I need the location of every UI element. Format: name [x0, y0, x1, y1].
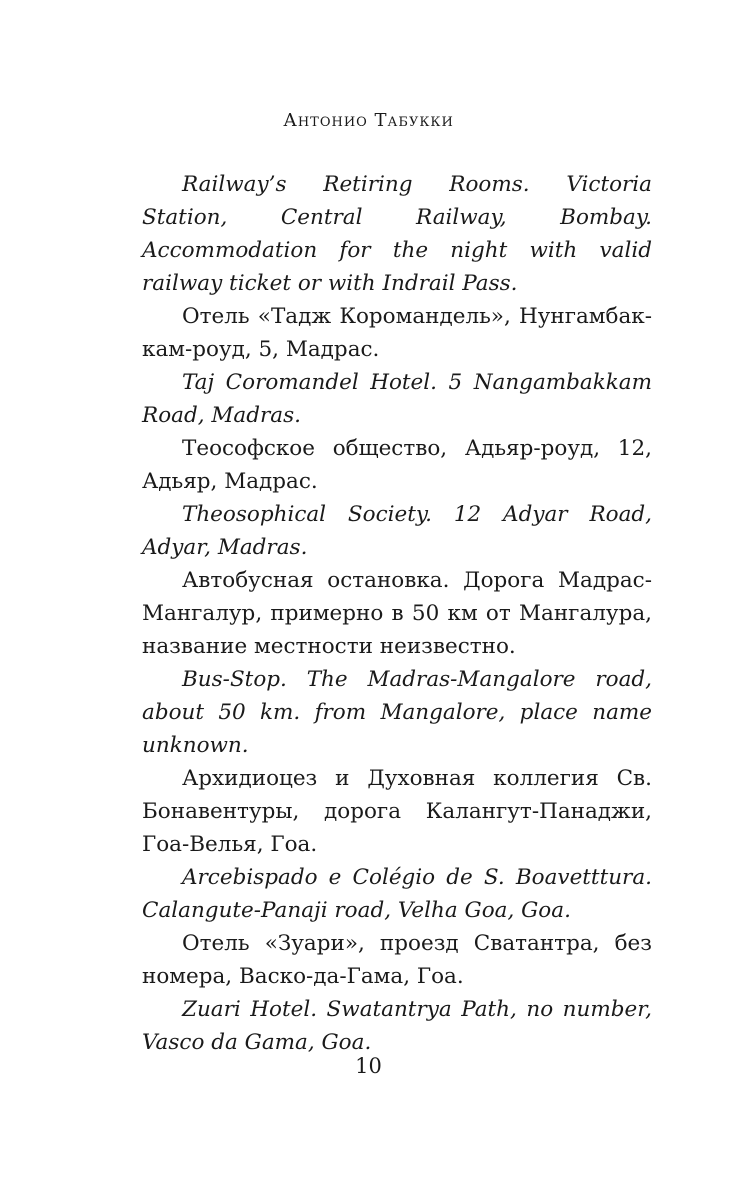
- paragraph-archdiocese-pt: Arcebispado e Colégio de S. Boavetttura. Calangute-Panaji road, Velha Goa, Goa.: [142, 865, 652, 923]
- paragraph-theosophical-en: Theosophical Society. 12 Adyar Road, Adyar, Madras.: [142, 502, 652, 560]
- paragraph-madras-hotel-ru: Отель «Тадж Коромандель», Нунгамбаккам-роуд, 5, Мадрас.: [142, 304, 652, 362]
- page-number: 10: [355, 1054, 382, 1078]
- running-head: Антонио Табукки: [283, 110, 454, 131]
- paragraph-madras-hotel-en: Taj Coromandel Hotel. 5 Nangambakkam Road, Madras.: [142, 370, 652, 428]
- paragraph-archdiocese-ru: Архидиоцез и Духовная коллегия Св. Бонавентуры, дорога Калангут-Панаджи, Гоа-Велья, Гоа.: [142, 766, 652, 857]
- text-block: [142, 168, 652, 1059]
- paragraph-zuari-hotel-ru: Отель «Зуари», проезд Сватантра, без номера, Васко-да-Гама, Гоа.: [142, 931, 652, 989]
- paragraph-zuari-hotel-en: Zuari Hotel. Swatantrya Path, no number, Vasco da Gama, Goa.: [142, 997, 652, 1055]
- paragraph-bus-stop-ru: Автобусная остановка. Дорога Мадрас-Мангалур, примерно в 50 км от Мангалура, название местности неизвестно.: [142, 568, 652, 659]
- paragraph-bombay-en: Railway’s Retiring Rooms. Victoria Station, Central Railway, Bombay. Accommodation for the night with valid railway ticket or with Indrail Pass.: [142, 172, 652, 296]
- paragraph-theosophical-ru: Теософское общество, Адьяр-роуд, 12, Адьяр, Мадрас.: [142, 436, 652, 494]
- paragraph-bus-stop-en: Bus-Stop. The Madras-Mangalore road, about 50 km. from Mangalore, place name unknown.: [142, 667, 652, 758]
